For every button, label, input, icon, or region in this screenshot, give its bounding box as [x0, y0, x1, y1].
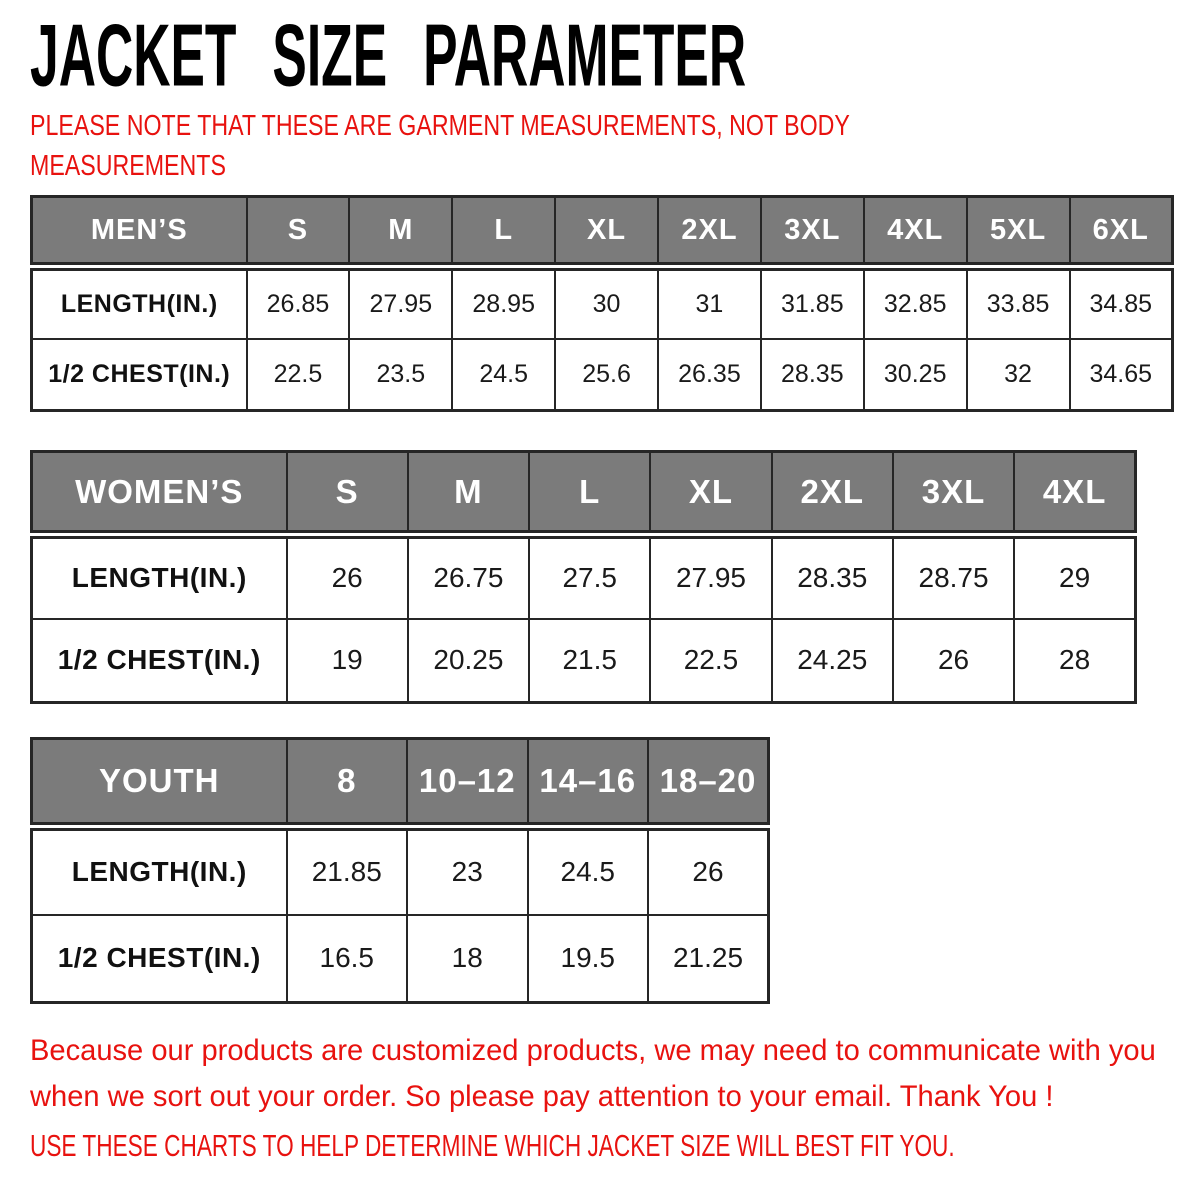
size-value: 33.85: [967, 267, 1070, 339]
size-column-header: 4XL: [864, 197, 967, 267]
measurement-row-label: 1/2 CHEST(IN.): [32, 915, 287, 1003]
size-value: 30.25: [864, 339, 967, 411]
note-line: when we sort out your order. So please pay attention to your email. Thank You !: [30, 1080, 1054, 1113]
mens-size-table: [30, 195, 1174, 412]
size-value: 34.85: [1070, 267, 1173, 339]
size-column-header: L: [452, 197, 555, 267]
size-value: 28.35: [772, 535, 893, 619]
measurement-row: [32, 827, 769, 915]
size-value: 22.5: [650, 619, 771, 703]
measurement-row: [32, 915, 769, 1003]
size-value: 24.25: [772, 619, 893, 703]
size-value: 28.75: [893, 535, 1014, 619]
size-column-header: M: [408, 452, 529, 535]
table-title-cell: MEN’S: [32, 197, 247, 267]
size-value: 25.6: [555, 339, 658, 411]
size-value: 26.75: [408, 535, 529, 619]
measurement-row: [32, 339, 1173, 411]
size-value: 30: [555, 267, 658, 339]
size-value: 24.5: [452, 339, 555, 411]
measurement-row: [32, 267, 1173, 339]
size-column-header: 10–12: [407, 739, 528, 827]
size-column-header: 2XL: [658, 197, 761, 267]
size-value: 26.35: [658, 339, 761, 411]
measurement-row-label: 1/2 CHEST(IN.): [32, 619, 287, 703]
size-column-header: 8: [287, 739, 408, 827]
size-column-header: XL: [650, 452, 771, 535]
size-value: 27.95: [650, 535, 771, 619]
size-value: 21.25: [648, 915, 769, 1003]
size-value: 31: [658, 267, 761, 339]
size-value: 34.65: [1070, 339, 1173, 411]
size-value: 23: [407, 827, 528, 915]
size-column-header: 4XL: [1014, 452, 1135, 535]
size-value: 31.85: [761, 267, 864, 339]
measurement-row-label: LENGTH(IN.): [32, 535, 287, 619]
size-value: 29: [1014, 535, 1135, 619]
size-column-header: 14–16: [528, 739, 649, 827]
size-value: 20.25: [408, 619, 529, 703]
size-value: 21.85: [287, 827, 408, 915]
size-value: 27.95: [349, 267, 452, 339]
size-column-header: 18–20: [648, 739, 769, 827]
size-column-header: L: [529, 452, 650, 535]
size-value: 26: [893, 619, 1014, 703]
garment-measurement-note: [30, 106, 850, 186]
size-value: 16.5: [287, 915, 408, 1003]
size-column-header: M: [349, 197, 452, 267]
size-column-header: XL: [555, 197, 658, 267]
size-column-header: 5XL: [967, 197, 1070, 267]
size-value: 32.85: [864, 267, 967, 339]
size-value: 27.5: [529, 535, 650, 619]
customization-note: [30, 1028, 1156, 1120]
size-value: 19.5: [528, 915, 649, 1003]
note-line: Because our products are customized products, we may need to communicate with you: [30, 1034, 1156, 1067]
measurement-row-label: 1/2 CHEST(IN.): [32, 339, 247, 411]
size-value: 18: [407, 915, 528, 1003]
size-value: 21.5: [529, 619, 650, 703]
size-column-header: 3XL: [761, 197, 864, 267]
size-column-header: S: [287, 452, 408, 535]
size-value: 22.5: [247, 339, 350, 411]
womens-size-table: [30, 450, 1137, 704]
size-value: 28.95: [452, 267, 555, 339]
note-line: MEASUREMENTS: [30, 150, 226, 182]
note-line: PLEASE NOTE THAT THESE ARE GARMENT MEASUREMENTS, NOT BODY: [30, 110, 850, 142]
youth-size-table: [30, 737, 770, 1004]
page-title: JACKET SIZE PARAMETER: [30, 6, 747, 105]
size-value: 19: [287, 619, 408, 703]
size-column-header: 3XL: [893, 452, 1014, 535]
size-value: 32: [967, 339, 1070, 411]
size-value: 24.5: [528, 827, 649, 915]
size-column-header: S: [247, 197, 350, 267]
size-column-header: 2XL: [772, 452, 893, 535]
size-value: 26: [287, 535, 408, 619]
chart-usage-note: USE THESE CHARTS TO HELP DETERMINE WHICH JACKET SIZE WILL BEST FIT YOU.: [30, 1128, 955, 1163]
size-value: 23.5: [349, 339, 452, 411]
measurement-row-label: LENGTH(IN.): [32, 267, 247, 339]
size-value: 26: [648, 827, 769, 915]
table-title-cell: YOUTH: [32, 739, 287, 827]
measurement-row-label: LENGTH(IN.): [32, 827, 287, 915]
size-column-header: 6XL: [1070, 197, 1173, 267]
size-value: 26.85: [247, 267, 350, 339]
measurement-row: [32, 535, 1136, 619]
table-title-cell: WOMEN’S: [32, 452, 287, 535]
size-value: 28.35: [761, 339, 864, 411]
measurement-row: [32, 619, 1136, 703]
size-value: 28: [1014, 619, 1135, 703]
